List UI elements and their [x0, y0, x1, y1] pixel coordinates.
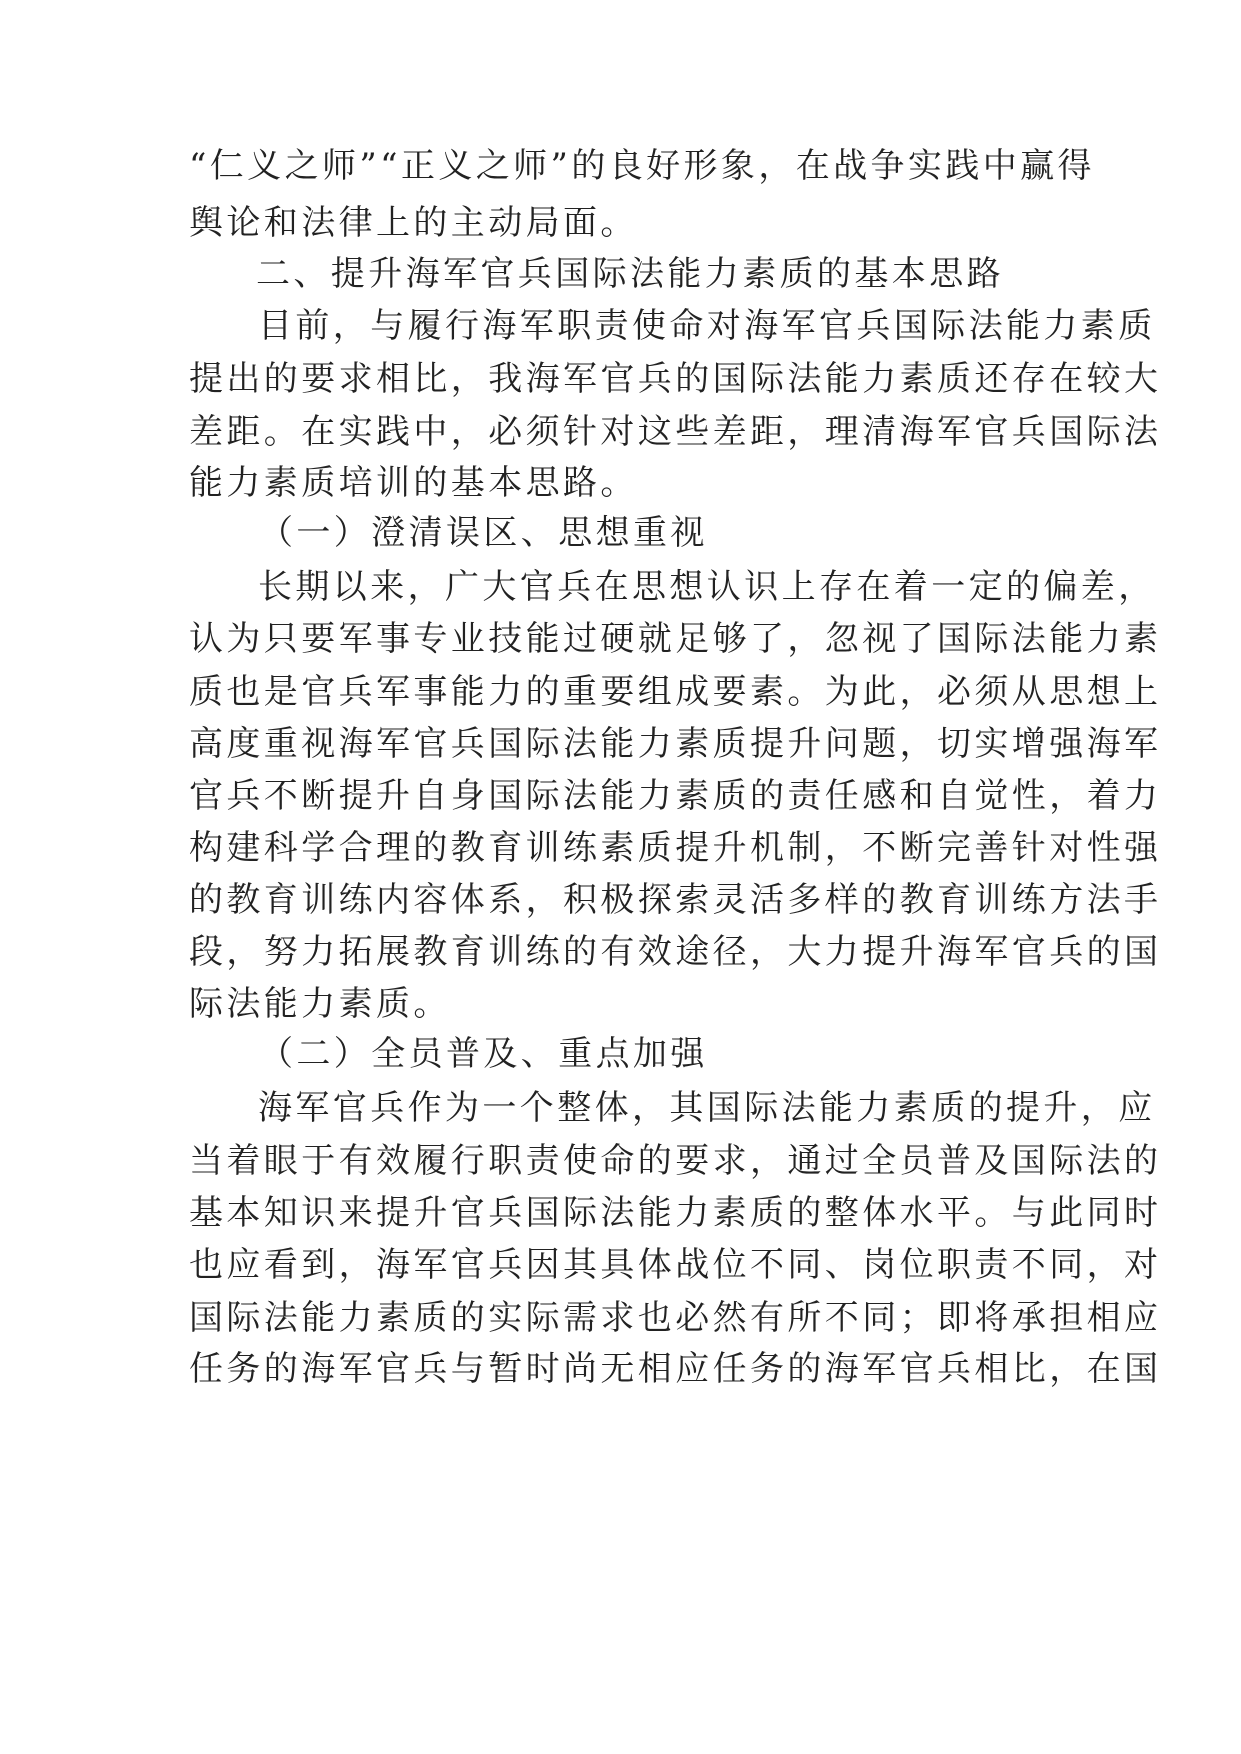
body-text-line: 高度重视海军官兵国际法能力素质提升问题，切实增强海军 [189, 724, 1162, 764]
body-text-line: 际法能力素质。 [189, 984, 451, 1024]
subsection-heading: （一）澄清误区、思想重视 [259, 513, 708, 553]
body-text-line: 舆论和法律上的主动局面。 [189, 203, 638, 243]
paragraph-first-line: 长期以来，广大官兵在思想认识上存在着一定的偏差， [258, 567, 1156, 607]
body-text-line: 也应看到，海军官兵因其具体战位不同、岗位职责不同，对 [189, 1245, 1162, 1285]
body-text-line: 任务的海军官兵与暂时尚无相应任务的海军官兵相比，在国 [189, 1349, 1162, 1389]
body-text-line: 当着眼于有效履行职责使命的要求，通过全员普及国际法的 [189, 1141, 1162, 1181]
body-text-line: 认为只要军事专业技能过硬就足够了，忽视了国际法能力素 [189, 619, 1162, 659]
subsection-heading: （二）全员普及、重点加强 [259, 1034, 708, 1074]
body-text-line: 差距。在实践中，必须针对这些差距，理清海军官兵国际法 [189, 412, 1162, 452]
paragraph-first-line: 目前，与履行海军职责使命对海军官兵国际法能力素质 [258, 306, 1156, 346]
body-text-line: 质也是官兵军事能力的重要组成要素。为此，必须从思想上 [189, 672, 1162, 712]
paragraph-first-line: 海军官兵作为一个整体，其国际法能力素质的提升，应 [258, 1088, 1156, 1128]
body-text-line: 提出的要求相比，我海军官兵的国际法能力素质还存在较大 [189, 359, 1162, 399]
body-text-line: 基本知识来提升官兵国际法能力素质的整体水平。与此同时 [189, 1193, 1162, 1233]
body-text-line: 能力素质培训的基本思路。 [189, 463, 638, 503]
section-heading: 二、提升海军官兵国际法能力素质的基本思路 [256, 254, 1004, 294]
body-text-line: 国际法能力素质的实际需求也必然有所不同；即将承担相应 [189, 1298, 1162, 1338]
body-text-line: 的教育训练内容体系，积极探索灵活多样的教育训练方法手 [189, 880, 1162, 920]
body-text-line: 段，努力拓展教育训练的有效途径，大力提升海军官兵的国 [189, 932, 1162, 972]
body-text-line: 构建科学合理的教育训练素质提升机制，不断完善针对性强 [189, 828, 1162, 868]
body-text-line: “仁义之师”“正义之师”的良好形象，在战争实践中赢得 [189, 146, 1095, 186]
body-text-line: 官兵不断提升自身国际法能力素质的责任感和自觉性，着力 [189, 776, 1162, 816]
